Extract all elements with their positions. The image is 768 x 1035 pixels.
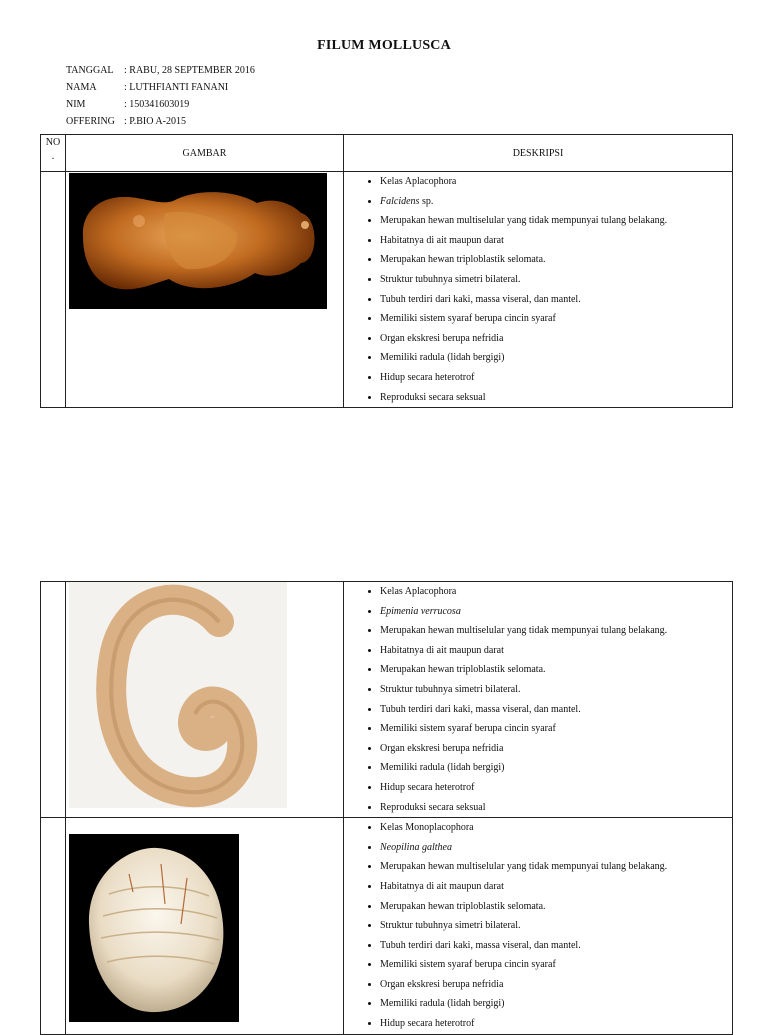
meta-value: : LUTHFIANTI FANANI	[124, 82, 229, 93]
list-item: • Organ ekskresi berupa nefridia	[380, 329, 732, 349]
list-item: • Hidup secara heterotrof	[380, 368, 732, 388]
page-title: FILUM MOLLUSCA	[317, 38, 451, 53]
description-cell	[344, 818, 733, 1035]
table-row	[41, 172, 733, 408]
image-cell	[66, 582, 344, 818]
list-item: • Memiliki sistem syaraf berupa cincin syaraf	[380, 719, 732, 739]
meta-row-tanggal	[66, 62, 255, 79]
list-item: • Habitatnya di ait maupun darat	[380, 877, 732, 897]
list-item: • Struktur tubuhnya simetri bilateral.	[380, 270, 732, 290]
row-number-cell	[41, 582, 66, 818]
meta-key: OFFERING	[66, 116, 115, 127]
description-list	[344, 818, 732, 1034]
meta-key: NAMA	[66, 82, 97, 93]
list-item: • Reproduksi secara seksual	[380, 798, 732, 818]
header-no: NO .	[41, 135, 66, 172]
list-item: • Organ ekskresi berupa nefridia	[380, 739, 732, 759]
table-row	[41, 582, 733, 818]
header-gambar: GAMBAR	[66, 135, 344, 172]
list-item: • Memiliki sistem syaraf berupa cincin syaraf	[380, 955, 732, 975]
list-item: • Struktur tubuhnya simetri bilateral.	[380, 680, 732, 700]
list-item: • Habitatnya di ait maupun darat	[380, 231, 732, 251]
list-item: • Tubuh terdiri dari kaki, massa viseral, dan mantel.	[380, 936, 732, 956]
list-item: • Habitatnya di ait maupun darat	[380, 641, 732, 661]
list-item: • Tubuh terdiri dari kaki, massa viseral, dan mantel.	[380, 700, 732, 720]
list-item: • Kelas Aplacophora	[380, 172, 732, 192]
description-cell	[344, 582, 733, 818]
list-item: • Kelas Monoplacophora	[380, 818, 732, 838]
list-item: • Merupakan hewan triploblastik selomata.	[380, 250, 732, 270]
list-item: • Merupakan hewan triploblastik selomata.	[380, 660, 732, 680]
list-item-species: • Epimenia verrucosa	[380, 602, 732, 622]
list-item: • Organ ekskresi berupa nefridia	[380, 975, 732, 995]
list-item: • Kelas Aplacophora	[380, 582, 732, 602]
list-item-species: • Neopilina galthea	[380, 838, 732, 858]
falcidens-specimen-photo	[69, 173, 327, 309]
list-item: • Hidup secara heterotrof	[380, 778, 732, 798]
list-item: • Merupakan hewan multiselular yang tidak mempunyai tulang belakang.	[380, 211, 732, 231]
meta-row-nama	[66, 79, 255, 96]
list-item: • Tubuh terdiri dari kaki, massa viseral, dan mantel.	[380, 290, 732, 310]
meta-key: TANGGAL	[66, 65, 114, 76]
mollusca-table-page-2	[40, 581, 733, 1035]
list-item: • Reproduksi secara seksual	[380, 388, 732, 408]
list-item: • Merupakan hewan multiselular yang tidak mempunyai tulang belakang.	[380, 857, 732, 877]
epimenia-specimen-photo	[69, 582, 287, 808]
list-item: • Memiliki radula (lidah bergigi)	[380, 994, 732, 1014]
list-item-species: • Falcidens sp.	[380, 192, 732, 212]
header-deskripsi: DESKRIPSI	[344, 135, 733, 172]
meta-row-nim	[66, 96, 255, 113]
list-item: • Memiliki radula (lidah bergigi)	[380, 348, 732, 368]
description-cell	[344, 172, 733, 408]
list-item: • Struktur tubuhnya simetri bilateral.	[380, 916, 732, 936]
description-list	[344, 172, 732, 407]
table-row	[41, 818, 733, 1035]
description-list	[344, 582, 732, 817]
list-item: • Memiliki sistem syaraf berupa cincin syaraf	[380, 309, 732, 329]
list-item: • Merupakan hewan triploblastik selomata.	[380, 897, 732, 917]
row-number-cell	[41, 172, 66, 408]
list-item: • Merupakan hewan multiselular yang tidak mempunyai tulang belakang.	[380, 621, 732, 641]
image-cell	[66, 172, 344, 408]
meta-block	[66, 62, 255, 130]
table-header-row	[41, 135, 733, 172]
meta-row-offering	[66, 113, 255, 130]
meta-value: : P.BIO A-2015	[124, 116, 186, 127]
list-item: • Memiliki radula (lidah bergigi)	[380, 758, 732, 778]
meta-value: : RABU, 28 SEPTEMBER 2016	[124, 65, 255, 76]
meta-value: : 150341603019	[124, 99, 190, 110]
mollusca-table-page-1	[40, 134, 733, 408]
list-item: • Hidup secara heterotrof	[380, 1014, 732, 1034]
image-cell	[66, 818, 344, 1035]
neopilina-specimen-photo	[69, 834, 239, 1022]
row-number-cell	[41, 818, 66, 1035]
meta-key: NIM	[66, 99, 86, 110]
